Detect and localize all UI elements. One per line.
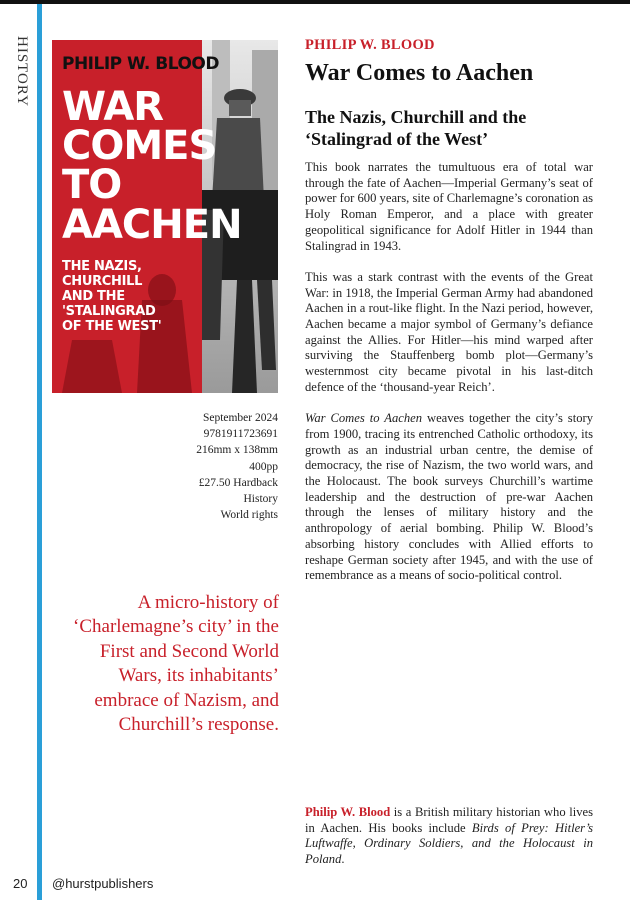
book-title: War Comes to Aachen	[305, 60, 534, 86]
publication-date: September 2024	[202, 412, 278, 424]
bio-author-name: Philip W. Blood	[305, 805, 391, 819]
bio-text: is a British military historian who lives in Aachen. His books include	[305, 805, 593, 835]
cover-subtitle-line: AND THE 'STALINGRAD	[62, 288, 156, 319]
section-label: HISTORY	[14, 36, 30, 107]
book-cover	[52, 40, 278, 393]
paragraph	[305, 411, 593, 584]
top-border	[0, 0, 630, 4]
cover-subtitle-line: OF THE WEST'	[62, 318, 162, 334]
cover-title-line: TO	[62, 162, 122, 209]
bio-end: .	[341, 852, 345, 867]
blue-vertical-rule	[37, 4, 42, 900]
bio-book-titles: Birds of Prey: Hitler’s Luftwaffe, Ordinary Soldiers, and the Holocaust in Poland	[305, 820, 593, 867]
author-name: PHILIP W. BLOOD	[305, 37, 435, 53]
book-metadata	[150, 410, 278, 523]
paragraph-text: weaves together the city’s story from 1900, tracing its entrenched Catholic orthodoxy, its growth as an industrial urban centre, the demise of democracy, the rise of Nazism, the two world wars, and the Holocaust. The book surveys Churchill’s wartime leadership and the destruction of pre-war Aachen through the lenses of military history and the anthropology of aerial bombing. Philip W. Blood’s absorbing history concludes with Allied efforts to reshape German society after 1945, and with the use of remembrance as a means of socio-political control.	[305, 411, 593, 583]
price-format: £27.50 Hardback	[198, 476, 278, 489]
page-count: 400pp	[249, 460, 278, 473]
pull-quote: A micro-history of ‘Charlemagne’s city’ in the First and Second World Wars, its inhabitants’ embrace of Nazism, and Churchill’s response.	[73, 592, 279, 736]
paragraph: This was a stark contrast with the events of the Great War: in 1918, the Imperial German Army had abandoned Aachen in a rout-like flight. In the Nazi period, however, Aachen became a major symbol of Germany’s defiance against the Allies. For Hitler—his mind warped after surviving the Stauffenberg bomb plot—Germany’s westernmost city became pivotal in his last-ditch defence of the ‘thousand-year Reich’.	[305, 269, 593, 394]
paragraph: This book narrates the tumultuous era of total war through the fate of Aachen—Imperial Germany’s seat of power for 600 years, site of Charlemagne’s coronation as Holy Roman Emperor, and a place with greater geopolitical significance for Adolf Hitler in 1944 than Stalingrad in 1943.	[305, 160, 593, 253]
italic-title: War Comes to Aachen	[305, 411, 423, 426]
cover-subtitle-line: THE NAZIS, CHURCHILL	[62, 259, 143, 289]
cover-subtitle	[62, 260, 212, 335]
cover-title-line: WAR	[62, 84, 164, 130]
category: History	[243, 493, 278, 506]
social-handle: @hurstpublishers	[52, 876, 154, 891]
author-bio	[305, 805, 593, 868]
cover-title-line: AACHEN	[62, 201, 242, 248]
isbn: 9781911723691	[203, 428, 278, 441]
cover-title-line: COMES	[62, 123, 217, 170]
rights: World rights	[220, 509, 278, 522]
description-body	[305, 160, 593, 600]
dimensions: 216mm x 138mm	[196, 444, 278, 457]
book-subtitle: The Nazis, Churchill and the ‘Stalingrad of the West’	[305, 107, 527, 149]
page-number: 20	[13, 876, 28, 891]
cover-title	[62, 84, 262, 248]
cover-author: PHILIP W. BLOOD	[62, 54, 219, 74]
